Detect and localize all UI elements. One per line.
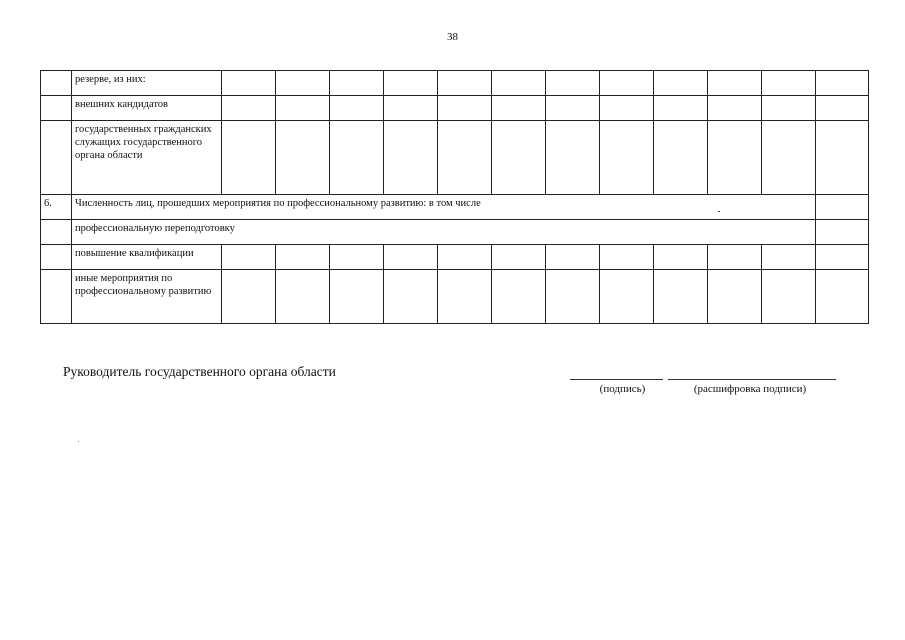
- row-number-cell: [41, 270, 72, 324]
- data-cell[interactable]: [222, 245, 276, 270]
- row-label-cell: профессиональную переподготовку: [72, 220, 816, 245]
- row-label-cell: повышение квалификации: [72, 245, 222, 270]
- table-row: [41, 195, 869, 220]
- signature-line: [570, 379, 663, 380]
- data-cell[interactable]: [816, 71, 869, 96]
- data-cell[interactable]: [222, 270, 276, 324]
- signature-caption: (подпись): [599, 383, 646, 395]
- report-table: [40, 70, 869, 324]
- table-row: [41, 71, 869, 96]
- data-cell[interactable]: [384, 245, 438, 270]
- data-cell[interactable]: [546, 71, 600, 96]
- table-row: [41, 245, 869, 270]
- report-table-wrapper: [40, 70, 869, 324]
- data-cell[interactable]: [276, 245, 330, 270]
- data-cell[interactable]: [654, 96, 708, 121]
- row-label-cell: иные мероприятия по профессиональному развитию: [72, 270, 222, 324]
- data-cell[interactable]: [330, 96, 384, 121]
- data-cell[interactable]: [654, 245, 708, 270]
- row-number-cell: [41, 121, 72, 195]
- data-cell[interactable]: [330, 71, 384, 96]
- data-cell[interactable]: [276, 96, 330, 121]
- data-cell[interactable]: [762, 270, 816, 324]
- data-cell[interactable]: [600, 96, 654, 121]
- data-cell[interactable]: [438, 96, 492, 121]
- data-cell[interactable]: [384, 71, 438, 96]
- data-cell[interactable]: [600, 71, 654, 96]
- row-number-cell: [41, 245, 72, 270]
- row-label-cell: Численность лиц, прошедших мероприятия по профессиональному развитию: в том числе: [72, 195, 816, 220]
- data-cell[interactable]: [654, 121, 708, 195]
- data-cell[interactable]: [654, 71, 708, 96]
- table-row: [41, 121, 869, 195]
- data-cell[interactable]: [222, 121, 276, 195]
- data-cell[interactable]: [708, 121, 762, 195]
- row-label-cell: резерве, из них:: [72, 71, 222, 96]
- data-cell[interactable]: [546, 270, 600, 324]
- data-cell[interactable]: [708, 71, 762, 96]
- data-cell[interactable]: [762, 71, 816, 96]
- table-row: [41, 270, 869, 324]
- data-cell[interactable]: [438, 245, 492, 270]
- data-cell[interactable]: [600, 270, 654, 324]
- data-cell[interactable]: [222, 96, 276, 121]
- row-label-cell: внешних кандидатов: [72, 96, 222, 121]
- data-cell[interactable]: [492, 245, 546, 270]
- table-row: [41, 96, 869, 121]
- data-cell[interactable]: [330, 245, 384, 270]
- data-cell[interactable]: [330, 121, 384, 195]
- data-cell[interactable]: [816, 245, 869, 270]
- data-cell[interactable]: [276, 270, 330, 324]
- data-cell[interactable]: [708, 96, 762, 121]
- data-cell[interactable]: [654, 270, 708, 324]
- data-cell[interactable]: [330, 270, 384, 324]
- data-cell[interactable]: [384, 270, 438, 324]
- data-cell[interactable]: [438, 71, 492, 96]
- data-cell[interactable]: [816, 195, 869, 220]
- data-cell[interactable]: [492, 121, 546, 195]
- data-cell[interactable]: [546, 121, 600, 195]
- data-cell[interactable]: [816, 96, 869, 121]
- data-cell[interactable]: [600, 121, 654, 195]
- scan-speck: [78, 441, 79, 442]
- data-cell[interactable]: [762, 245, 816, 270]
- data-cell[interactable]: [384, 96, 438, 121]
- data-cell[interactable]: [762, 96, 816, 121]
- page-number: 38: [447, 31, 458, 43]
- data-cell[interactable]: [438, 121, 492, 195]
- signature-decoding-caption: (расшифровка подписи): [693, 383, 807, 395]
- data-cell[interactable]: [546, 96, 600, 121]
- table-row: [41, 220, 869, 245]
- data-cell[interactable]: [762, 121, 816, 195]
- signature-decoding-line: [668, 379, 836, 380]
- data-cell[interactable]: [276, 71, 330, 96]
- data-cell[interactable]: [492, 96, 546, 121]
- data-cell[interactable]: [438, 270, 492, 324]
- data-cell[interactable]: [600, 245, 654, 270]
- data-cell[interactable]: [492, 270, 546, 324]
- data-cell[interactable]: [816, 121, 869, 195]
- data-cell[interactable]: [222, 71, 276, 96]
- data-cell[interactable]: [708, 270, 762, 324]
- row-number-cell: 6.: [41, 195, 72, 220]
- data-cell[interactable]: [492, 71, 546, 96]
- head-of-agency-label: Руководитель государственного органа области: [63, 364, 336, 379]
- row-number-cell: [41, 71, 72, 96]
- row-number-cell: [41, 220, 72, 245]
- data-cell[interactable]: [708, 245, 762, 270]
- row-label-cell: государственных гражданских служащих государственного органа области: [72, 121, 222, 195]
- data-cell[interactable]: [816, 270, 869, 324]
- data-cell[interactable]: [546, 245, 600, 270]
- data-cell[interactable]: [384, 121, 438, 195]
- data-cell[interactable]: [816, 220, 869, 245]
- data-cell[interactable]: [276, 121, 330, 195]
- scan-speck: [718, 211, 720, 212]
- row-number-cell: [41, 96, 72, 121]
